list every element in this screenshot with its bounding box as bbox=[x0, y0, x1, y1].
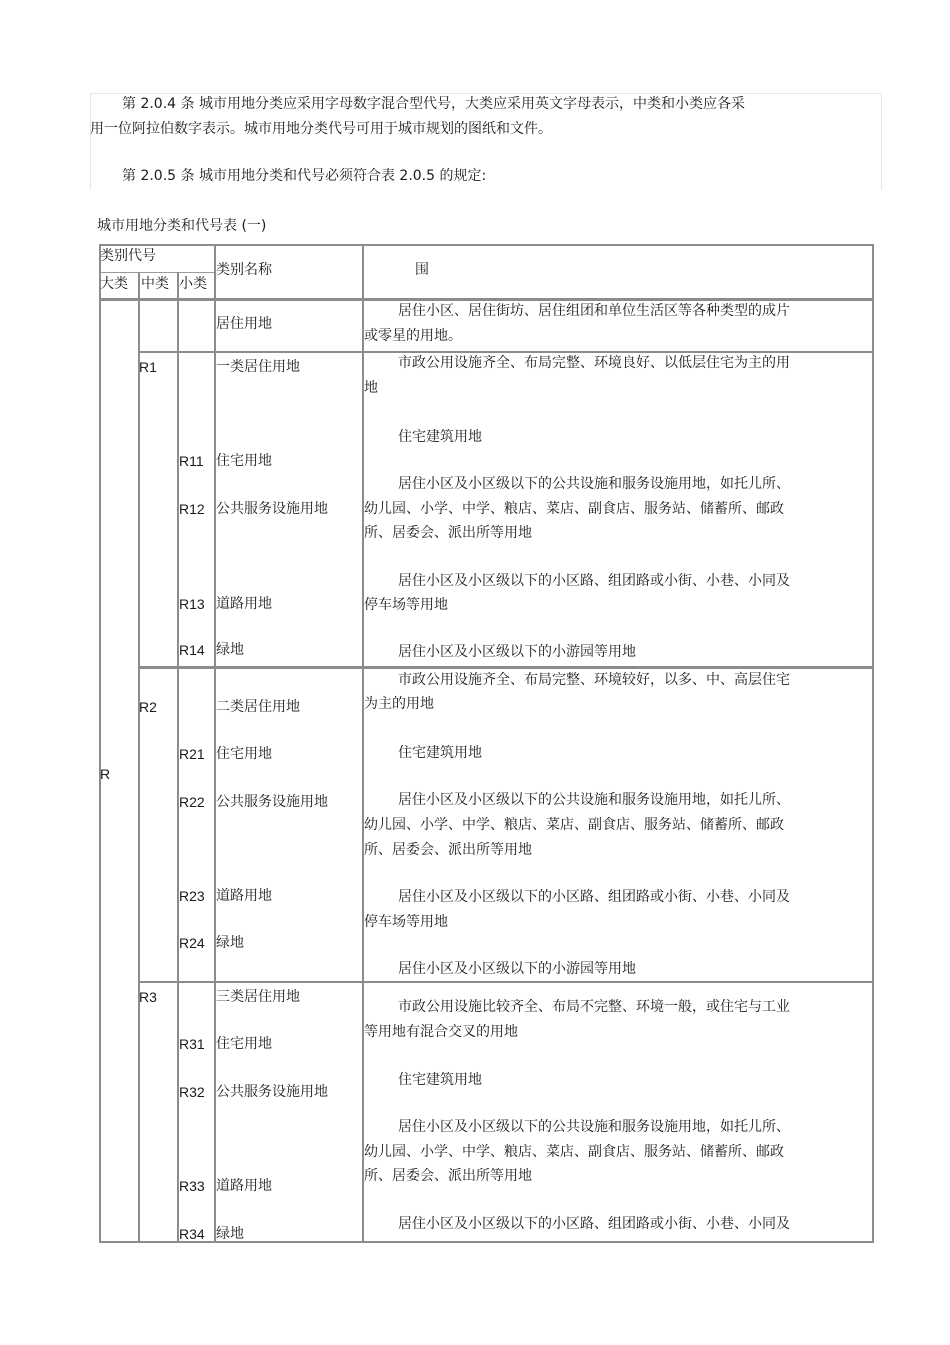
row-desc-line: 市政公用设施齐全、布局完整、环境较好，以多、中、高层住宅 bbox=[398, 672, 790, 688]
header-mid-line bbox=[99, 272, 215, 273]
row-name: 道路用地 bbox=[216, 888, 272, 904]
minor-code: R14 bbox=[179, 642, 205, 658]
minor-code: R24 bbox=[179, 935, 205, 951]
row-desc-line: 居住小区、居住街坊、居住组团和单位生活区等各种类型的成片 bbox=[398, 303, 790, 319]
article-2-0-4-line1: 第 2.0.4 条 城市用地分类应采用字母数字混合型代号，大类应采用英文字母表示，中类和小类应各采 bbox=[122, 96, 745, 112]
minor-code: R11 bbox=[179, 453, 204, 469]
row-r2-top bbox=[139, 666, 874, 669]
medium-code: R1 bbox=[139, 359, 157, 375]
medium-code: R3 bbox=[139, 989, 157, 1005]
row-desc-line: 住宅建筑用地 bbox=[398, 745, 482, 761]
row-name: 绿地 bbox=[216, 935, 244, 951]
col-right-border bbox=[872, 244, 874, 1243]
row-r3-top bbox=[139, 981, 874, 983]
table-caption: 城市用地分类和代号表 (一) bbox=[97, 218, 267, 234]
minor-code: R34 bbox=[179, 1226, 205, 1242]
row-name: 三类居住用地 bbox=[216, 989, 300, 1005]
minor-code: R12 bbox=[179, 501, 205, 517]
row-desc-line: 幼儿园、小学、中学、粮店、菜店、副食店、服务站、储蓄所、邮政 bbox=[364, 1144, 784, 1160]
row-name: 道路用地 bbox=[216, 1178, 272, 1194]
row-desc-line: 住宅建筑用地 bbox=[398, 1072, 482, 1088]
header-category-name: 类别名称 bbox=[216, 262, 272, 278]
minor-code: R31 bbox=[179, 1036, 205, 1052]
header-minor: 小类 bbox=[179, 276, 207, 292]
row-desc-line: 所、居委会、派出所等用地 bbox=[364, 842, 532, 858]
row-desc-line: 住宅建筑用地 bbox=[398, 429, 482, 445]
row-desc-line: 停车场等用地 bbox=[364, 914, 448, 930]
minor-code: R23 bbox=[179, 888, 205, 904]
intro-frame-left bbox=[90, 93, 91, 190]
row-desc-line: 居住小区及小区级以下的公共设施和服务设施用地，如托儿所、 bbox=[398, 1119, 790, 1135]
row-desc-line: 等用地有混合交叉的用地 bbox=[364, 1024, 518, 1040]
minor-code: R32 bbox=[179, 1084, 205, 1100]
row-name: 公共服务设施用地 bbox=[216, 794, 328, 810]
header-scope: 围 bbox=[415, 262, 429, 278]
row-desc-line: 停车场等用地 bbox=[364, 597, 448, 613]
row-desc-line: 所、居委会、派出所等用地 bbox=[364, 1168, 532, 1184]
row-name: 住宅用地 bbox=[216, 453, 272, 469]
row-desc-line: 居住小区及小区级以下的小游园等用地 bbox=[398, 644, 636, 660]
row-name: 一类居住用地 bbox=[216, 359, 300, 375]
row-name: 公共服务设施用地 bbox=[216, 501, 328, 517]
article-2-0-4-line2: 用一位阿拉伯数字表示。城市用地分类代号可用于城市规划的图纸和文件。 bbox=[90, 121, 552, 137]
row-desc-line: 幼儿园、小学、中学、粮店、菜店、副食店、服务站、储蓄所、邮政 bbox=[364, 501, 784, 517]
row-name: 公共服务设施用地 bbox=[216, 1084, 328, 1100]
col-major-medium-sep bbox=[138, 272, 140, 1243]
row-desc-line: 所、居委会、派出所等用地 bbox=[364, 525, 532, 541]
row-name: 住宅用地 bbox=[216, 746, 272, 762]
row-name: 居住用地 bbox=[216, 316, 272, 332]
row-desc-line: 或零星的用地。 bbox=[364, 328, 462, 344]
row-desc-line: 居住小区及小区级以下的小游园等用地 bbox=[398, 961, 636, 977]
row-name: 道路用地 bbox=[216, 596, 272, 612]
row-desc-line: 幼儿园、小学、中学、粮店、菜店、副食店、服务站、储蓄所、邮政 bbox=[364, 817, 784, 833]
row-desc-line: 为主的用地 bbox=[364, 696, 434, 712]
intro-frame-right bbox=[881, 93, 882, 190]
header-category-code: 类别代号 bbox=[100, 248, 156, 264]
col-left-border bbox=[99, 244, 101, 1243]
header-medium: 中类 bbox=[141, 276, 169, 292]
minor-code: R21 bbox=[179, 746, 205, 762]
minor-code: R13 bbox=[179, 596, 205, 612]
medium-code: R2 bbox=[139, 699, 157, 715]
row-desc-line: 市政公用设施齐全、布局完整、环境良好、以低层住宅为主的用 bbox=[398, 355, 790, 371]
row-name: 二类居住用地 bbox=[216, 699, 300, 715]
row-desc-line: 地 bbox=[364, 380, 378, 396]
row-desc-line: 居住小区及小区级以下的小区路、组团路或小街、小巷、小同及 bbox=[398, 889, 790, 905]
major-code-r: R bbox=[100, 766, 111, 782]
header-major: 大类 bbox=[100, 276, 128, 292]
minor-code: R22 bbox=[179, 794, 205, 810]
row-desc-line: 居住小区及小区级以下的小区路、组团路或小街、小巷、小同及 bbox=[398, 573, 790, 589]
row-desc-line: 居住小区及小区级以下的公共设施和服务设施用地，如托儿所、 bbox=[398, 476, 790, 492]
article-2-0-5: 第 2.0.5 条 城市用地分类和代号必须符合表 2.0.5 的规定: bbox=[122, 168, 487, 184]
row-desc-line: 居住小区及小区级以下的公共设施和服务设施用地，如托儿所、 bbox=[398, 792, 790, 808]
row-name: 绿地 bbox=[216, 642, 244, 658]
row-name: 绿地 bbox=[216, 1226, 244, 1242]
row-name: 住宅用地 bbox=[216, 1036, 272, 1052]
minor-code: R33 bbox=[179, 1178, 205, 1194]
row-desc-line: 市政公用设施比较齐全、布局不完整、环境一般，或住宅与工业 bbox=[398, 999, 790, 1015]
row-desc-line: 居住小区及小区级以下的小区路、组团路或小街、小巷、小同及 bbox=[398, 1216, 790, 1232]
